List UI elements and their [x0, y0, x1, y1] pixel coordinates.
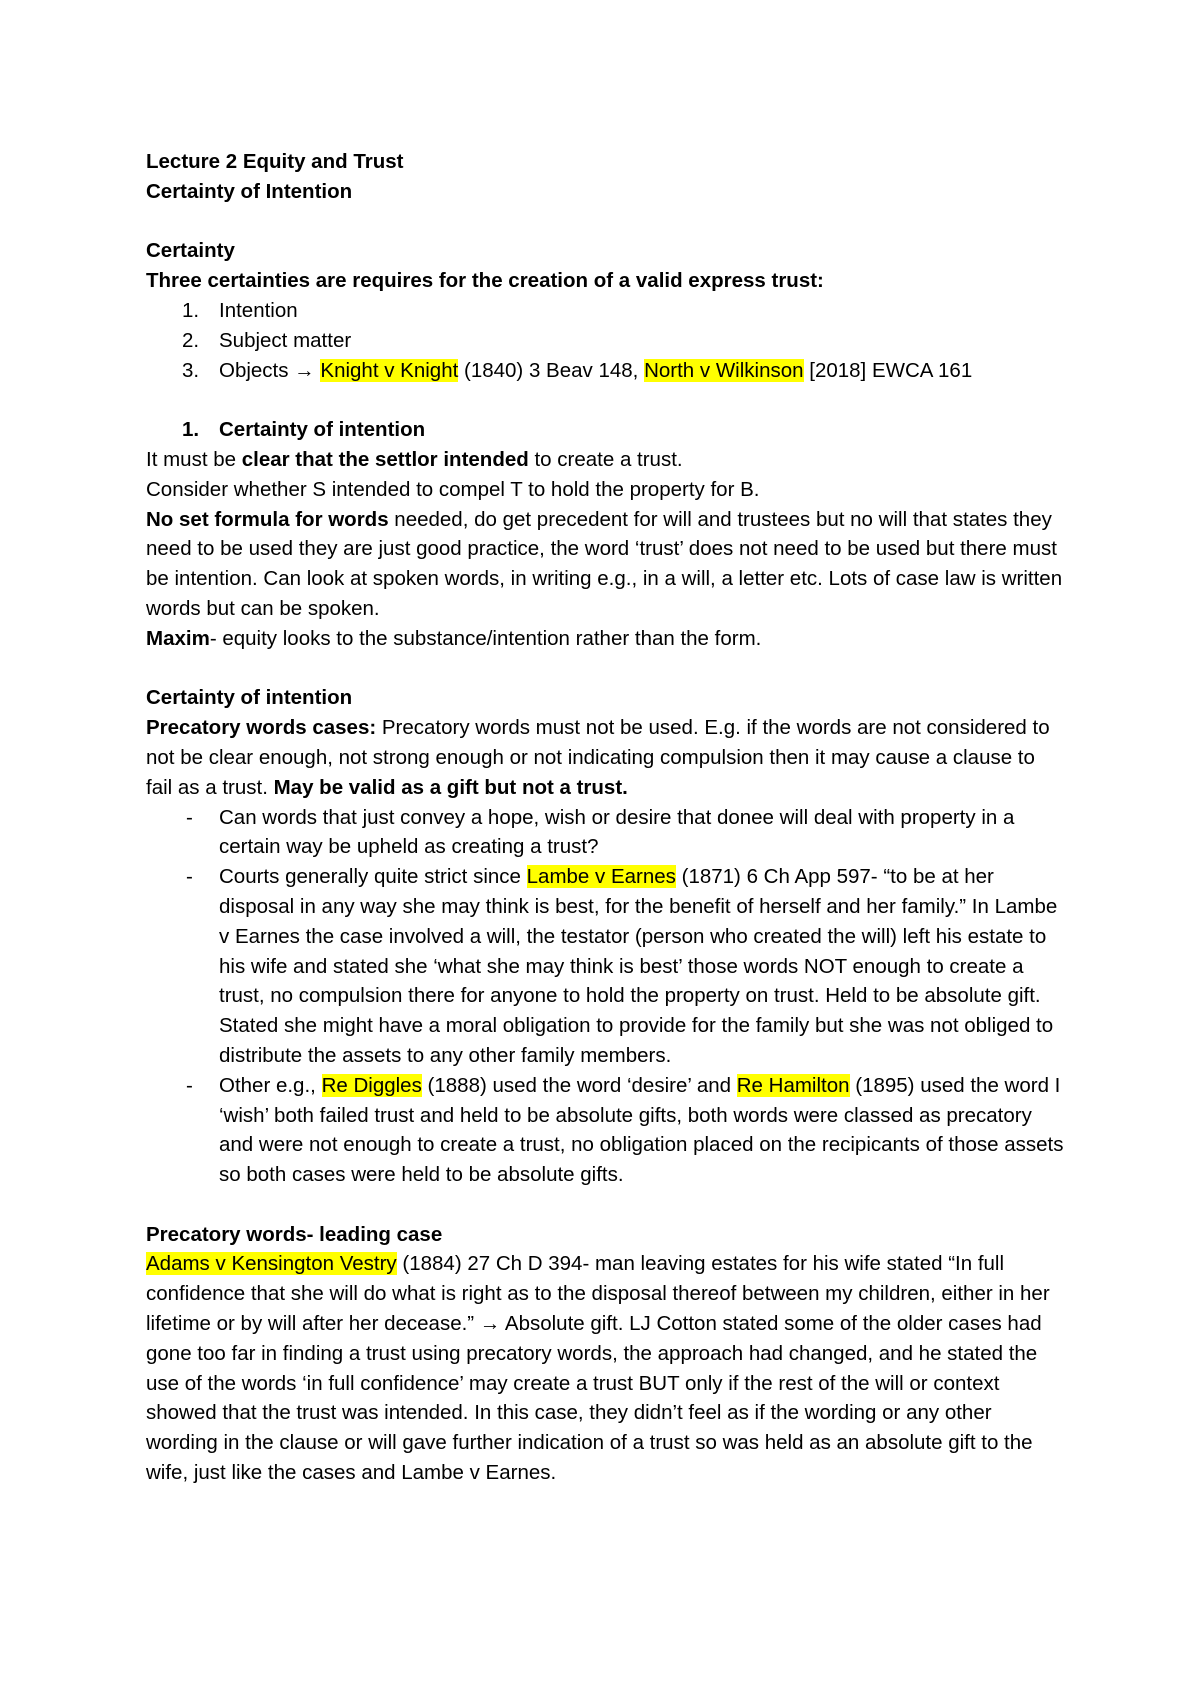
- bullet-text: (1871) 6 Ch App 597- “to be at her disposal in any way she may think is best, for the benefit of herself and her family.” In Lambe v Earnes the case involved a will, the testator (person who created the will) left his estate to his wife and stated she ‘what she may think is best’ those words NOT enough to create a trust, no compulsion there for anyone to hold the property on trust. Held to be absolute gift. Stated she might have a moral obligation to provide for the family but she was not obliged to distribute the assets to any other family members.: [219, 865, 1058, 1067]
- bullet-text: Can words that just convey a hope, wish or desire that donee will deal with property in a certain way be upheld as creating a trust?: [219, 805, 1015, 859]
- bold-text: May be valid as a gift but not a trust.: [273, 775, 628, 799]
- bold-text: No set formula for words: [146, 507, 389, 531]
- bullet-dash: -: [186, 865, 193, 889]
- spacer: [146, 1190, 1066, 1220]
- citation-text: (1840) 3 Beav 148,: [458, 358, 645, 382]
- case-highlight-adams: Adams v Kensington Vestry: [146, 1252, 397, 1276]
- citation-text: [2018] EWCA 161: [803, 358, 973, 382]
- section1-paragraph-2: Consider whether S intended to compel T to hold the property for B.: [146, 477, 760, 501]
- section3-heading: Precatory words- leading case: [146, 1222, 443, 1246]
- spacer: [146, 654, 1066, 684]
- case-highlight-north: North v Wilkinson: [644, 358, 804, 382]
- text-run: needed, do get precedent for will and trustees but no will that states they need to be used they are just good practice, the word ‘trust’ does not need to be used but there must be intention. Can look at spoken words, in writing e.g., in a will, a letter etc. Lots of case law is written words but can be spoken.: [146, 507, 1063, 620]
- text-run: Precatory words must not be used. E.g. if the words are not considered to not be clear enough, not strong enough or not indicating compulsion then it may cause a clause to fail as a trust.: [146, 716, 1050, 799]
- list-item-subject-matter: [146, 326, 1066, 356]
- section1-heading-text: Certainty of intention: [219, 418, 426, 442]
- section3-paragraph: [146, 1249, 1066, 1487]
- spacer: [146, 207, 1066, 237]
- case-highlight-diggles: Re Diggles: [321, 1073, 422, 1097]
- section1-paragraph-4: [146, 624, 1066, 654]
- bullet-text: (1888) used the word ‘desire’ and: [421, 1073, 737, 1097]
- list-number: 1.: [182, 298, 200, 322]
- spacer: [146, 385, 1066, 415]
- case-highlight-lambe: Lambe v Earnes: [526, 865, 676, 889]
- section1-paragraph-3: [146, 505, 1066, 624]
- list-item-text: Intention: [219, 298, 298, 322]
- case-highlight-hamilton: Re Hamilton: [736, 1073, 850, 1097]
- bullet-dash: -: [186, 1073, 193, 1097]
- document-body: [146, 147, 1066, 1488]
- bullet-item-lambe: [146, 862, 1066, 1071]
- list-number: 2.: [182, 328, 200, 352]
- list-item-text: Objects →: [219, 358, 321, 382]
- document-title: Lecture 2 Equity and Trust: [146, 150, 404, 173]
- list-item-objects: [146, 356, 1066, 386]
- bullet-text: Other e.g.,: [219, 1073, 322, 1097]
- list-number: 1.: [182, 418, 200, 442]
- bullet-text: Courts generally quite strict since: [219, 865, 527, 889]
- bullet-dash: -: [186, 805, 193, 829]
- document-subtitle: Certainty of Intention: [146, 179, 353, 203]
- bold-text: clear that the settlor intended: [241, 447, 529, 471]
- bold-text: Maxim: [146, 626, 210, 650]
- list-item-intention: [146, 296, 1066, 326]
- section1-heading: [146, 415, 1066, 445]
- bold-text: Precatory words cases:: [146, 716, 377, 740]
- text-run: It must be: [146, 447, 242, 471]
- text-run: (1884) 27 Ch D 394- man leaving estates for his wife stated “In full confidence that she will do what is right as to the disposal thereof between my children, either in her lifetime or by will after her decease.” → Absolute gift. LJ Cotton stated some of the older cases had gone too far in finding a trust using precatory words, the approach had changed, and he stated the use of the words ‘in full confidence’ may create a trust BUT only if the rest of the will or context showed that the trust was intended. In this case, they didn’t feel as if the wording or any other wording in the clause or will gave further indication of a trust so was held as an absolute gift to the wife, just like the cases and Lambe v Earnes.: [146, 1252, 1050, 1485]
- case-highlight-knight: Knight v Knight: [320, 358, 459, 382]
- bullet-item-hope-wish: [146, 803, 1066, 863]
- text-run: - equity looks to the substance/intention rather than the form.: [209, 626, 762, 650]
- certainty-intro: Three certainties are requires for the creation of a valid express trust:: [146, 269, 824, 293]
- bullet-text: (1895) used the word I ‘wish’ both failed trust and held to be absolute gifts, both words were classed as precatory and were not enough to create a trust, no obligation placed on the recipicants of those assets so both cases were held to be absolute gifts.: [219, 1073, 1064, 1187]
- certainty-heading: Certainty: [146, 239, 235, 263]
- bullet-item-diggles-hamilton: [146, 1071, 1066, 1190]
- section1-paragraph-1: [146, 445, 1066, 475]
- section2-paragraph-1: [146, 713, 1066, 802]
- text-run: to create a trust.: [528, 447, 683, 471]
- list-number: 3.: [182, 358, 200, 382]
- list-item-text: Subject matter: [219, 328, 352, 352]
- section2-heading: Certainty of intention: [146, 686, 353, 710]
